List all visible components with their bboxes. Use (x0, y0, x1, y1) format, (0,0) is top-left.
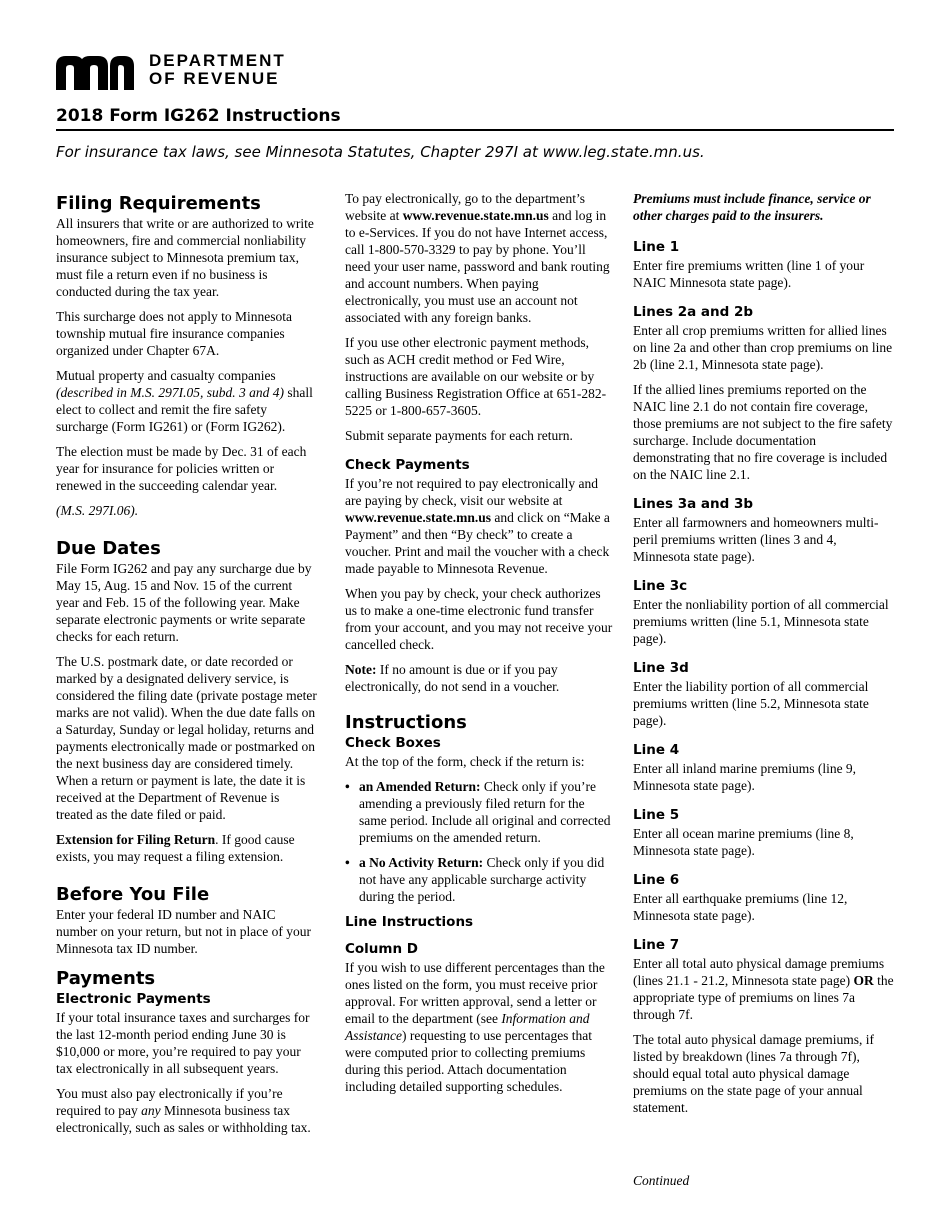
paragraph: Enter all earthquake premiums (line 12, Minnesota state page). (633, 891, 848, 923)
paragraph: If you use other electronic payment methods, such as ACH credit method or Fed Wire, instructions are available on our website or by calling Business Registration Office at 651-282-5225 or 1-800-657-3605. (345, 335, 607, 418)
paragraph: Enter all crop premiums written for allied lines on line 2a and other than crop premiums on line 2b (line 2.1, Minnesota state page). (633, 323, 893, 372)
check-boxes-heading: Check Boxes (345, 735, 441, 751)
paragraph: Enter the liability portion of all commercial premiums written (line 5.2, Minnesota state page). (633, 679, 869, 728)
paragraph: Extension for Filing Return. If good cause exists, you may request a filing extension. (56, 832, 295, 864)
paragraph: If you’re not required to pay electronically and are paying by check, visit our website at www.revenue.state.mn.us and click on “Make a Payment” and then “By check” to create a voucher. Print and mail the voucher with a check made payable to Minnesota Revenue. (345, 476, 610, 576)
website-link[interactable]: www.revenue.state.mn.us (402, 208, 549, 223)
website-link[interactable]: www.revenue.state.mn.us (345, 510, 491, 525)
column-1 (56, 192, 318, 1144)
check-payments-heading: Check Payments (345, 457, 470, 473)
header (56, 52, 896, 92)
dept-line-2: OF REVENUE (149, 69, 280, 88)
list-item: • a No Activity Return: Check only if you did not have any applicable surcharge activity during the period. (359, 854, 613, 905)
electronic-payments-heading: Electronic Payments (56, 991, 211, 1007)
line-4-heading: Line 4 (633, 742, 680, 758)
payments-heading: Payments (56, 968, 156, 989)
paragraph: Enter fire premiums written (line 1 of your NAIC Minnesota state page). (633, 258, 865, 290)
paragraph: File Form IG262 and pay any surcharge due by May 15, Aug. 15 and Nov. 15 of the current year and Feb. 15 of the following year. Make separate electronic payments or write separate checks for each return. (56, 561, 312, 644)
paragraph: This surcharge does not apply to Minnesota township mutual fire insurance companies organized under Chapter 67A. (56, 309, 292, 358)
paragraph: The total auto physical damage premiums, if listed by breakdown (lines 7a through 7f), should equal total auto physical damage premiums on the state page of your annual statement. (633, 1032, 875, 1115)
column-2 (345, 190, 613, 1103)
paragraph: If your total insurance taxes and surcharges for the last 12-month period ending June 30 is $10,000 or more, you’re required to pay your tax electronically in all subsequent years. (56, 1010, 310, 1076)
premiums-note: Premiums must include finance, service or other charges paid to the insurers. (633, 191, 871, 223)
filing-requirements-heading: Filing Requirements (56, 193, 261, 214)
column-d-heading: Column D (345, 941, 419, 957)
paragraph: Enter your federal ID number and NAIC number on your return, but not in place of your Minnesota tax ID number. (56, 907, 311, 956)
lines-3-heading: Lines 3a and 3b (633, 496, 754, 512)
line-3d-heading: Line 3d (633, 660, 689, 676)
line-5-heading: Line 5 (633, 807, 680, 823)
paragraph: All insurers that write or are authorized to write homeowners, fire and commercial nonliability insurance subject to Minnesota premium tax, must file a return even if no business is conducted during the tax year. (56, 216, 314, 299)
paragraph: Enter all inland marine premiums (line 9, Minnesota state page). (633, 761, 857, 793)
citation: (M.S. 297I.06). (56, 503, 139, 518)
check-boxes-list (345, 778, 613, 905)
line-instructions-heading: Line Instructions (345, 914, 474, 930)
paragraph: Submit separate payments for each return. (345, 428, 573, 443)
paragraph: To pay electronically, go to the department’s website at www.revenue.state.mn.us and log in to e-Services. If you do not have Internet access, call 1-800-570-3329 to pay by phone. You’ll need your user name, password and bank routing and account numbers. When paying electronically, you must use an account not associated with any foreign banks. (345, 191, 610, 325)
paragraph: Mutual property and casualty companies (described in M.S. 297I.05, subd. 3 and 4) shall elect to collect and remit the fire safety surcharge (Form IG261) or (Form IG262). (56, 368, 313, 434)
note: Note: If no amount is due or if you pay electronically, do not send in a voucher. (345, 662, 560, 694)
title-rule (56, 129, 894, 131)
instructions-heading: Instructions (345, 712, 467, 733)
paragraph: When you pay by check, your check authorizes us to make a one-time electronic fund transfer from your account, and you may not receive your cancelled check. (345, 586, 613, 652)
before-you-file-heading: Before You File (56, 884, 210, 905)
paragraph: The U.S. postmark date, or date recorded or marked by a designated delivery service, is considered the filing date (private postage meter marks are not valid). When the due date falls on a Saturday, Sunday or legal holiday, returns and payments electronically made or postmarked on the next business day are considered timely. When a return or payment is late, the date it is received at the Department of Revenue is treated as the date filed or paid. (56, 654, 317, 822)
form-title: 2018 Form IG262 Instructions (56, 106, 341, 126)
department-name (149, 52, 286, 88)
paragraph: Enter all ocean marine premiums (line 8, Minnesota state page). (633, 826, 854, 858)
mn-logo-icon (56, 56, 134, 90)
paragraph: Enter all farmowners and homeowners multi-peril premiums written (lines 3 and 4, Minnesota state page). (633, 515, 879, 564)
continued-label: Continued (633, 1173, 690, 1188)
line-7-heading: Line 7 (633, 937, 680, 953)
paragraph: If the allied lines premiums reported on the NAIC line 2.1 do not contain fire coverage, those premiums are not subject to the fire safety surcharge. Include documentation demonstrating that no fire coverage is included on the NAIC line 2.1. (633, 382, 893, 482)
paragraph: Enter all total auto physical damage premiums (lines 21.1 - 21.2, Minnesota state page) OR the appropriate type of premiums on lines 7a through 7f. (633, 956, 894, 1022)
line-6-heading: Line 6 (633, 872, 680, 888)
subtitle: For insurance tax laws, see Minnesota Statutes, Chapter 297I at www.leg.state.mn.us. (56, 143, 705, 161)
paragraph: At the top of the form, check if the return is: (345, 754, 585, 769)
column-3 (633, 190, 895, 1124)
lines-2-heading: Lines 2a and 2b (633, 304, 754, 320)
paragraph: Enter the nonliability portion of all commercial premiums written (line 5.1, Minnesota state page). (633, 597, 889, 646)
dept-line-1: DEPARTMENT (149, 51, 286, 70)
paragraph: You must also pay electronically if you’re required to pay any Minnesota business tax electronically, such as sales or withholding tax. (56, 1086, 311, 1135)
line-1-heading: Line 1 (633, 239, 680, 255)
paragraph: If you wish to use different percentages than the ones listed on the form, you must receive prior approval. For written approval, send a letter or email to the department (see Information and Assistance) requesting to use percentages that were computed prior to collecting premiums during this period. Attach documentation including detailed supporting schedules. (345, 960, 605, 1094)
paragraph: The election must be made by Dec. 31 of each year for insurance for policies written or renewed in the succeeding calendar year. (56, 444, 307, 493)
list-item: • an Amended Return: Check only if you’re amending a previously filed return for the same period. Include all original and corrected premiums on the amended return. (359, 778, 613, 846)
due-dates-heading: Due Dates (56, 538, 161, 559)
line-3c-heading: Line 3c (633, 578, 688, 594)
